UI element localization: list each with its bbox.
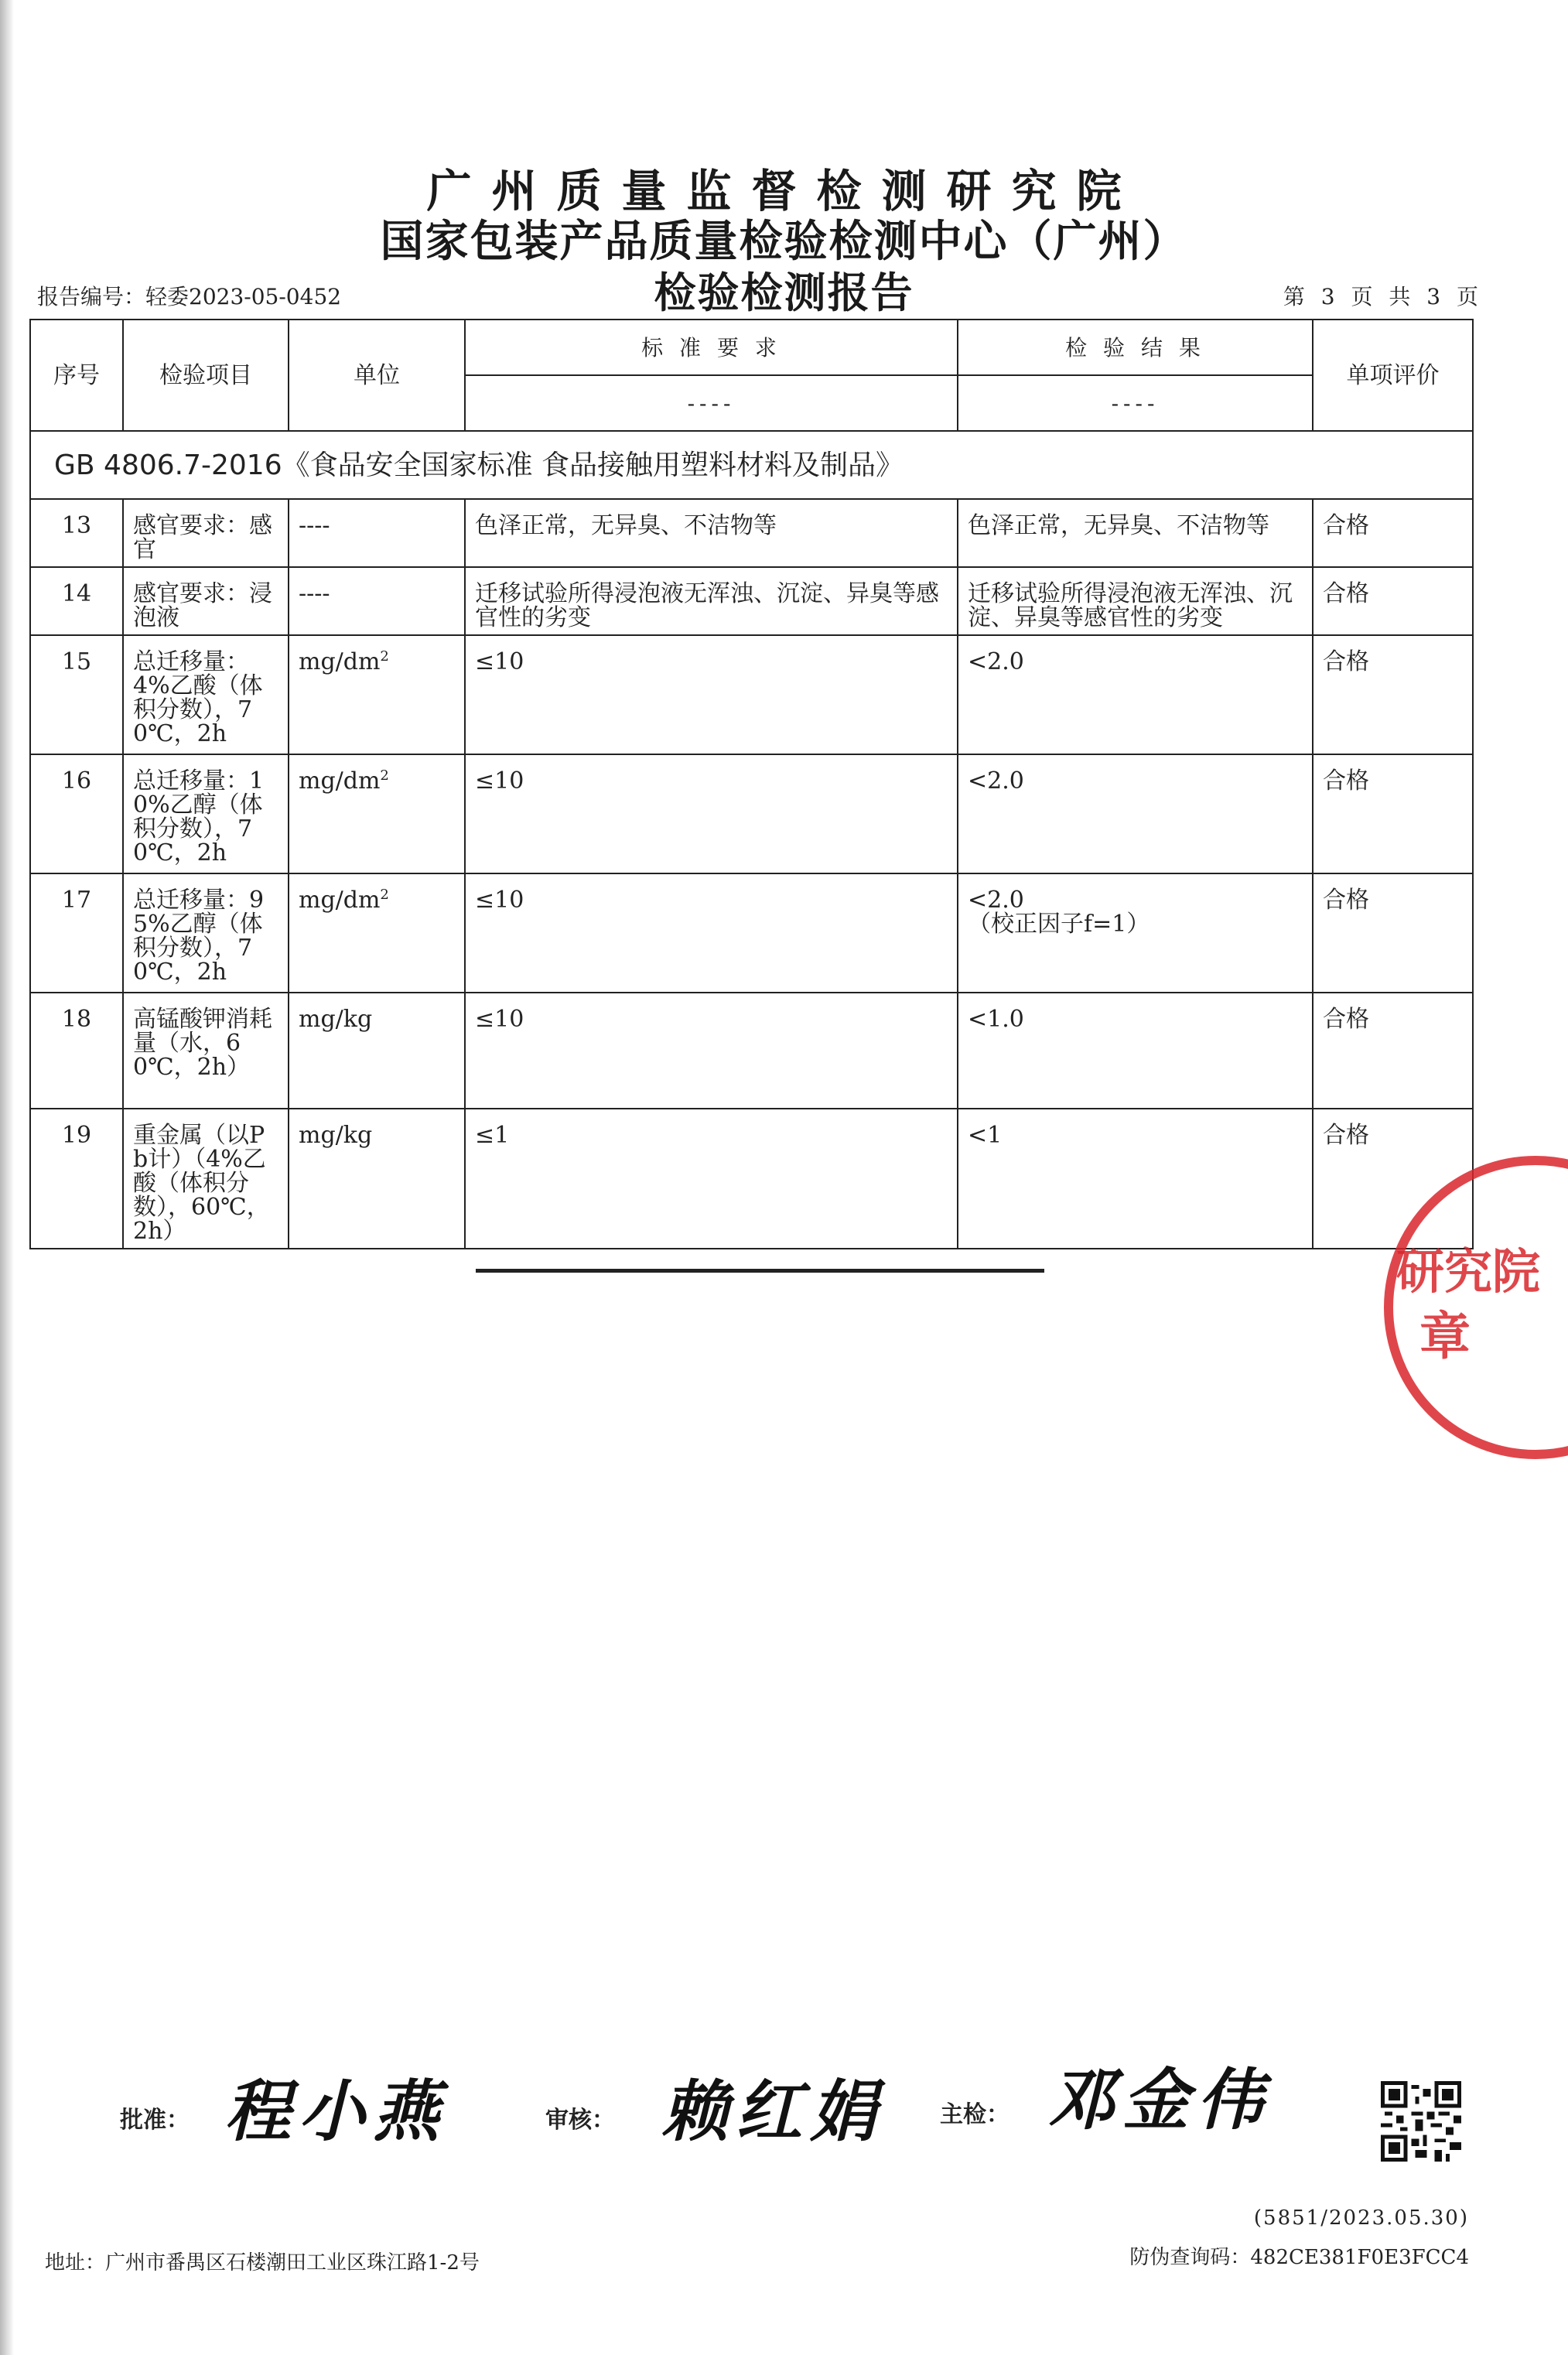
row-unit: ---- [289,567,465,635]
row-unit: mg/kg [289,1109,465,1249]
row-unit: ---- [289,499,465,567]
inspection-table [29,319,1474,1249]
row-evaluation: 合格 [1313,635,1473,754]
official-seal-stamp [1350,1153,1568,1462]
address: 地址：广州市番禺区石楼潮田工业区珠江路1-2号 [45,2251,480,2275]
approve-signature: 程小燕 [224,2073,447,2151]
col-header-requirement: 标 准 要 求 [465,320,958,375]
row-result: <2.0 [958,754,1313,873]
row-result: <1.0 [958,993,1313,1109]
row-requirement: ≤10 [465,635,958,754]
anti-counterfeit-code: 防伪查询码：482CE381F0E3FCC4 [1129,2246,1469,2269]
row-no: 13 [30,499,123,567]
row-item: 总迁移量：10%乙醇（体积分数），70℃，2h [123,754,289,873]
row-evaluation: 合格 [1313,1109,1473,1249]
row-item: 重金属（以Pb计）（4%乙酸（体积分数），60℃，2h） [123,1109,289,1249]
row-item: 感官要求：浸泡液 [123,567,289,635]
row-result: 迁移试验所得浸泡液无浑浊、沉淀、异臭等感官性的劣变 [958,567,1313,635]
requirement-sub-dash: ---- [465,375,958,431]
standard-row [30,431,1473,499]
row-evaluation: 合格 [1313,873,1473,993]
report-number: 报告编号：轻委2023-05-0452 [37,284,342,309]
row-requirement: ≤10 [465,873,958,993]
row-no: 15 [30,635,123,754]
row-result: 色泽正常，无异臭、不洁物等 [958,499,1313,567]
row-evaluation: 合格 [1313,754,1473,873]
end-of-table-line [476,1269,1044,1273]
inspect-label: 主检： [940,2101,1009,2128]
approve-label: 批准： [120,2107,190,2134]
table-row [30,499,1473,567]
row-requirement: ≤10 [465,993,958,1109]
row-item: 高锰酸钾消耗量（水，60℃，2h） [123,993,289,1109]
col-header-evaluation: 单项评价 [1313,320,1473,431]
seal-text-2: 章 [1419,1306,1471,1366]
inspect-signature: 邓金伟 [1048,2062,1271,2139]
result-sub-dash: ---- [958,375,1313,431]
row-evaluation: 合格 [1313,499,1473,567]
review-label: 审核： [545,2107,615,2134]
row-item: 感官要求：感官 [123,499,289,567]
report-title: 检验检测报告 [654,268,914,317]
table-row [30,1109,1473,1249]
row-unit: $mg/dm^2$ [289,873,465,993]
row-no: 19 [30,1109,123,1249]
table-row [30,993,1473,1109]
row-unit: mg/kg [289,993,465,1109]
page-info: 第 3 页 共 3 页 [1283,284,1483,309]
document-code: (5851/2023.05.30) [1253,2206,1469,2230]
row-requirement: 迁移试验所得浸泡液无浑浊、沉淀、异臭等感官性的劣变 [465,567,958,635]
review-signature: 赖红娟 [661,2073,884,2151]
col-header-result: 检 验 结 果 [958,320,1313,375]
table-row [30,873,1473,993]
row-no: 16 [30,754,123,873]
row-item: 总迁移量：4%乙酸（体积分数），70℃，2h [123,635,289,754]
institute-title: 广州质量监督检测研究院 [426,165,1142,217]
table-row [30,567,1473,635]
row-unit: $mg/dm^2$ [289,635,465,754]
col-header-no: 序号 [30,320,123,431]
row-requirement: ≤1 [465,1109,958,1249]
row-result: <2.0 [958,635,1313,754]
qr-code-icon [1381,2081,1461,2162]
seal-text: 研究院 [1396,1243,1541,1300]
standard-name: GB 4806.7-2016《食品安全国家标准 食品接触用塑料材料及制品》 [30,431,1473,499]
row-no: 18 [30,993,123,1109]
table-row [30,754,1473,873]
row-evaluation: 合格 [1313,567,1473,635]
col-header-item: 检验项目 [123,320,289,431]
row-requirement: ≤10 [465,754,958,873]
row-evaluation: 合格 [1313,993,1473,1109]
table-header-row [30,320,1473,375]
table-row [30,635,1473,754]
row-no: 14 [30,567,123,635]
row-unit: $mg/dm^2$ [289,754,465,873]
row-no: 17 [30,873,123,993]
row-item: 总迁移量：95%乙醇（体积分数），70℃，2h [123,873,289,993]
col-header-unit: 单位 [289,320,465,431]
row-result: <1 [958,1109,1313,1249]
center-title: 国家包装产品质量检验检测中心（广州） [380,216,1188,267]
row-requirement: 色泽正常，无异臭、不洁物等 [465,499,958,567]
page-edge-shadow [0,0,14,2355]
row-result: <2.0 （校正因子f=1） [958,873,1313,993]
